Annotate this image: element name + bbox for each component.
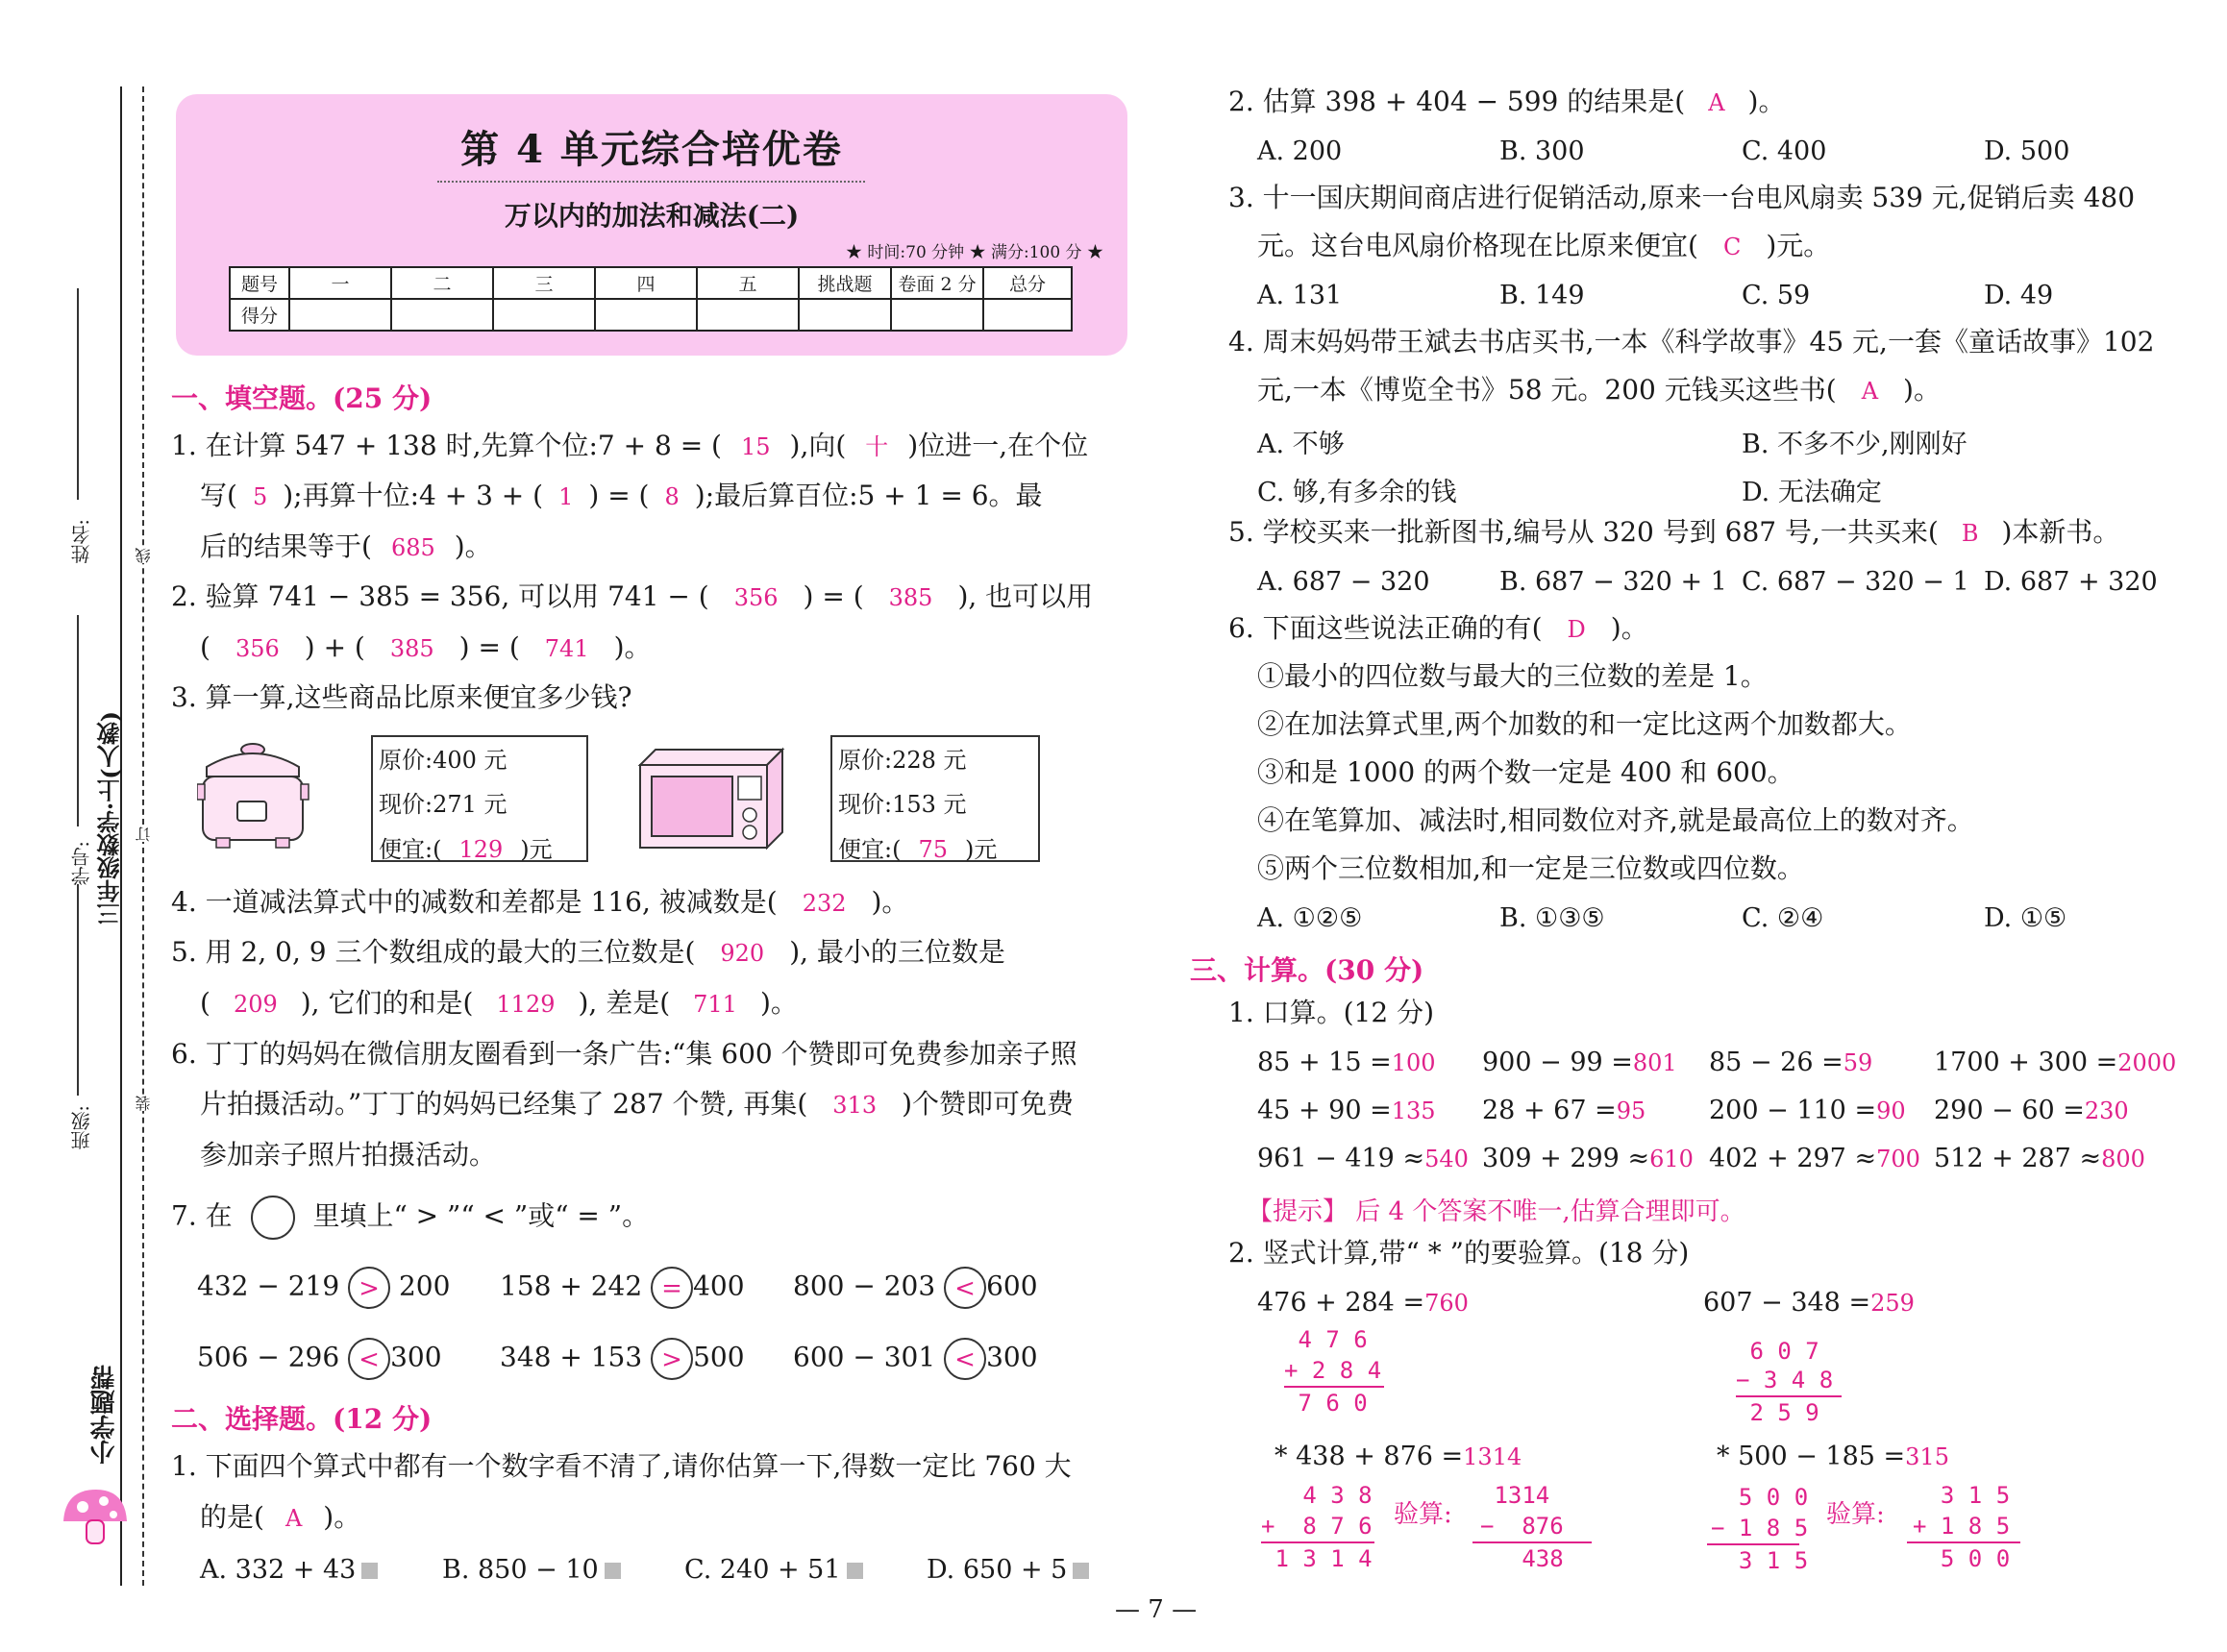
s2-q3-line1: 3. 十一国庆期间商店进行促销活动,原来一台电风扇卖 539 元,促销后卖 480	[1228, 182, 2136, 213]
oral-item: 309 + 299 ≈610	[1482, 1144, 1694, 1173]
option-b: B. 不多不少,刚刚好	[1742, 430, 1967, 459]
score-cell: 五	[697, 267, 799, 299]
section-1-heading: 一、填空题。(25 分)	[171, 382, 433, 414]
price-box-2: 原价:228 元 现价:153 元 便宜:( 75 )元	[830, 735, 1040, 862]
option-a: A. 332 + 43	[200, 1555, 378, 1585]
q1-line1: 1. 在计算 547 + 138 时,先算个位:7 + 8 = ( 15 ),向( 十 )位进一,在个位	[171, 430, 1089, 461]
compare-item: 506 − 296 < 300	[197, 1338, 442, 1380]
statement: ⑤两个三位数相加,和一定是三位数或四位数。	[1257, 852, 1804, 884]
s2-q3-line2: 元。这台电风扇价格现在比原来便宜( C )元。	[1257, 230, 1831, 261]
option-c: C. ②④	[1742, 903, 1824, 933]
score-cell: 二	[391, 267, 493, 299]
oral-item: 1700 + 300 =2000	[1934, 1048, 2177, 1077]
option-a: A. ①②⑤	[1257, 903, 1363, 933]
q3-text: 3. 算一算,这些商品比原来便宜多少钱?	[171, 681, 632, 713]
oral-item: 28 + 67 =95	[1482, 1096, 1646, 1125]
option-b: B. ①③⑤	[1499, 903, 1605, 933]
check-result: 5 0 0	[1913, 1545, 2011, 1572]
price-box-1: 原价:400 元 现价:271 元 便宜:( 129 )元	[371, 735, 588, 862]
option-b: B. 850 − 10	[442, 1555, 621, 1585]
option-b: B. 687 − 320 + 1	[1499, 567, 1727, 597]
page-title: 第 4 单元综合培优卷	[460, 127, 843, 172]
statement: ③和是 1000 的两个数一定是 400 和 600。	[1257, 756, 1794, 788]
oral-item: 200 − 110 =90	[1709, 1096, 1906, 1125]
class-line	[77, 884, 79, 1096]
option-a: A. 不够	[1257, 430, 1345, 459]
name-line	[77, 288, 79, 500]
q6-line1: 6. 丁丁的妈妈在微信朋友圈看到一条广告:“集 600 个赞即可免费参加亲子照	[171, 1038, 1077, 1070]
score-input[interactable]	[697, 299, 799, 331]
hint-text: 【提示】 后 4 个答案不唯一,估算合理即可。	[1248, 1197, 1745, 1226]
vertical-line1: 6 0 7	[1736, 1338, 1819, 1365]
written-calc-expr: * 500 − 185 =315	[1717, 1442, 1949, 1471]
score-cell: 总分	[983, 267, 1072, 299]
exam-meta: ★ 时间:70 分钟 ★ 满分:100 分 ★	[846, 243, 1103, 262]
vertical-line2: − 1 8 5	[1711, 1515, 1809, 1541]
option-c: C. 59	[1742, 281, 1811, 310]
section-2-heading: 二、选择题。(12 分)	[171, 1403, 433, 1435]
written-calc-expr: 476 + 284 =760	[1257, 1288, 1469, 1318]
statement: ①最小的四位数与最大的三位数的差是 1。	[1257, 660, 1768, 692]
q6-line3: 参加亲子照片拍摄活动。	[200, 1139, 497, 1171]
score-input[interactable]	[595, 299, 697, 331]
q2-line2: ( 356 ) + ( 385 ) = ( 741 )。	[200, 631, 652, 663]
option-a: A. 200	[1257, 136, 1343, 166]
side-grade-label: 三年级数学·上(人教)	[96, 711, 124, 926]
vertical-result: 7 6 0	[1284, 1390, 1368, 1417]
cut-mark-2: 订	[135, 826, 153, 842]
option-a: A. 687 − 320	[1257, 567, 1430, 597]
q1-line3: 后的结果等于( 685 )。	[200, 530, 492, 562]
option-d: D. 650 + 5	[927, 1555, 1089, 1585]
brand-label: 小学题帮	[90, 1365, 119, 1465]
q5-line2: ( 209 ), 它们的和是( 1129 ), 差是( 711 )。	[200, 987, 798, 1019]
q4-line: 4. 一道减法算式中的减数和差都是 116, 被减数是( 232 )。	[171, 886, 909, 918]
check-line2: + 1 8 5	[1913, 1513, 2011, 1540]
q1-line2: 写( 5 );再算十位:4 + 3 + ( 1 ) = ( 8 );最后算百位:5 + 1 = 6。最	[200, 480, 1043, 511]
oral-item: 961 − 419 ≈540	[1257, 1144, 1469, 1173]
check-result: 438	[1480, 1545, 1564, 1572]
s2-q5-line: 5. 学校买来一批新图书,编号从 320 号到 687 号,一共买来( B )本新书。	[1228, 516, 2120, 548]
option-a: A. 131	[1257, 281, 1343, 310]
s3-p2-heading: 2. 竖式计算,带“ * ”的要验算。(18 分)	[1228, 1237, 1690, 1269]
oral-item: 85 + 15 =100	[1257, 1048, 1436, 1077]
option-d: D. 687 + 320	[1984, 567, 2158, 597]
score-cell: 得分	[230, 299, 289, 331]
q7-line: 7. 在 里填上“ > ”“ < ”或“ = ”。	[171, 1196, 649, 1240]
vertical-result: 3 1 5	[1711, 1547, 1809, 1574]
q5-line1: 5. 用 2, 0, 9 三个数组成的最大的三位数是( 920 ), 最小的三位数是	[171, 936, 1005, 968]
written-calc-expr: 607 − 348 =259	[1703, 1288, 1915, 1318]
empty-circle-icon	[251, 1196, 295, 1240]
student-no-line	[77, 615, 79, 826]
score-input[interactable]	[391, 299, 493, 331]
compare-item: 432 − 219 > 200	[197, 1267, 450, 1309]
check-label: 验算:	[1826, 1500, 1885, 1529]
q6-line2: 片拍摄活动。”丁丁的妈妈已经集了 287 个赞, 再集( 313 )个赞即可免费	[200, 1088, 1075, 1120]
option-d: D. 无法确定	[1742, 478, 1882, 507]
score-cell: 四	[595, 267, 697, 299]
side-student-no-label: 学号:	[70, 841, 93, 886]
rice-cooker-icon	[197, 738, 310, 853]
cut-mark-1: 线	[135, 548, 153, 563]
score-cell: 一	[289, 267, 391, 299]
oral-item: 900 − 99 =801	[1482, 1048, 1677, 1077]
side-class-label: 班级:	[70, 1105, 93, 1150]
vertical-line2: + 8 7 6	[1261, 1513, 1373, 1540]
option-c: C. 240 + 51	[684, 1555, 863, 1585]
section-3-heading: 三、计算。(30 分)	[1190, 954, 1424, 986]
vertical-line1: 5 0 0	[1711, 1484, 1809, 1511]
q2-line1: 2. 验算 741 − 385 = 356, 可以用 741 − ( 356 ) = ( 385 ), 也可以用	[171, 580, 1094, 612]
s3-p1-heading: 1. 口算。(12 分)	[1228, 997, 1434, 1028]
score-cell: 卷面 2 分	[891, 267, 983, 299]
score-cell: 三	[493, 267, 595, 299]
s2-q1-line1: 1. 下面四个算式中都有一个数字看不清了,请你估算一下,得数一定比 760 大	[171, 1450, 1072, 1482]
vertical-result: 1 3 1 4	[1261, 1545, 1373, 1572]
score-input[interactable]	[983, 299, 1072, 331]
mushroom-logo-icon	[56, 1478, 133, 1555]
oral-item: 512 + 287 ≈800	[1934, 1144, 2145, 1173]
vertical-result: 2 5 9	[1736, 1399, 1819, 1426]
s2-q2-line: 2. 估算 398 + 404 − 599 的结果是( A )。	[1228, 86, 1786, 117]
option-d: D. ①⑤	[1984, 903, 2067, 933]
option-d: D. 49	[1984, 281, 2054, 310]
score-cell: 题号	[230, 267, 289, 299]
score-table	[229, 266, 1073, 332]
oral-item: 45 + 90 =135	[1257, 1096, 1436, 1125]
written-calc-expr: * 438 + 876 =1314	[1274, 1442, 1522, 1471]
page-number: — 7 —	[1115, 1595, 1198, 1624]
side-name-label: 姓名:	[70, 519, 93, 564]
compare-item: 800 − 203 < 600	[793, 1267, 1038, 1309]
compare-item: 158 + 242 = 400	[500, 1267, 745, 1309]
check-label: 验算:	[1394, 1500, 1452, 1529]
score-input[interactable]	[799, 299, 891, 331]
vertical-line1: 4 7 6	[1284, 1326, 1368, 1353]
option-b: B. 300	[1499, 136, 1585, 166]
s2-q6-line: 6. 下面这些说法正确的有( D )。	[1228, 612, 1648, 644]
option-c: C. 够,有多余的钱	[1257, 478, 1457, 507]
compare-item: 600 − 301 < 300	[793, 1338, 1038, 1380]
oral-item: 290 − 60 =230	[1934, 1096, 2129, 1125]
check-line1: 1314	[1480, 1482, 1550, 1509]
vertical-line2: − 3 4 8	[1736, 1367, 1834, 1393]
page-subtitle: 万以内的加法和减法(二)	[504, 200, 800, 232]
option-c: C. 400	[1742, 136, 1827, 166]
vertical-line1: 4 3 8	[1261, 1482, 1373, 1509]
s2-q4-line2: 元,一本《博览全书》58 元。200 元钱买这些书( A )。	[1257, 374, 1941, 406]
option-c: C. 687 − 320 − 1	[1742, 567, 1969, 597]
cut-mark-3: 装	[135, 1096, 153, 1111]
score-input[interactable]	[289, 299, 391, 331]
microwave-icon	[636, 746, 786, 851]
score-input[interactable]	[493, 299, 595, 331]
check-line1: 3 1 5	[1913, 1482, 2011, 1509]
option-d: D. 500	[1984, 136, 2070, 166]
s2-q1-line2: 的是( A )。	[200, 1501, 361, 1533]
check-line2: − 876	[1480, 1513, 1564, 1540]
option-b: B. 149	[1499, 281, 1585, 310]
compare-item: 348 + 153 > 500	[500, 1338, 745, 1380]
statement: ②在加法算式里,两个加数的和一定比这两个加数都大。	[1257, 708, 1912, 740]
score-input[interactable]	[891, 299, 983, 331]
s2-q4-line1: 4. 周末妈妈带王斌去书店买书,一本《科学故事》45 元,一套《童话故事》102	[1228, 326, 2155, 358]
statement: ④在笔算加、减法时,相同数位对齐,就是最高位上的数对齐。	[1257, 804, 1974, 836]
oral-item: 85 − 26 =59	[1709, 1048, 1873, 1077]
score-cell: 挑战题	[799, 267, 891, 299]
vertical-line2: + 2 8 4	[1284, 1357, 1382, 1384]
title-rule	[437, 181, 865, 183]
oral-item: 402 + 297 ≈700	[1709, 1144, 1920, 1173]
